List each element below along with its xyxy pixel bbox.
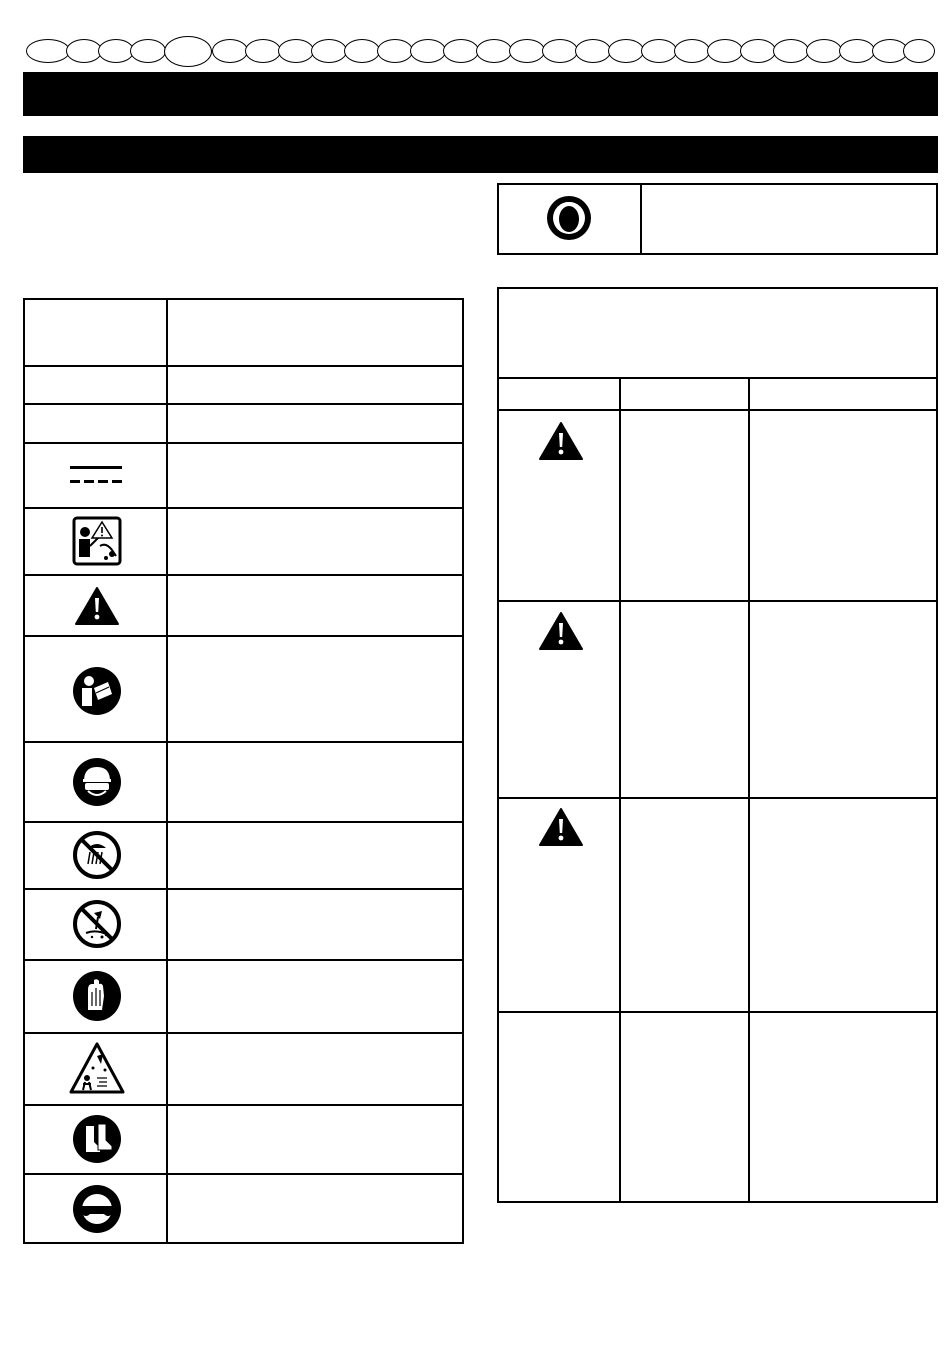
direct-current-icon (60, 455, 132, 495)
language-tab[interactable] (130, 39, 166, 63)
section-title-bar (23, 72, 938, 116)
hearing-protection-icon (545, 194, 593, 242)
warning-triangle-icon (537, 610, 585, 652)
language-tab[interactable] (476, 39, 512, 63)
eye-protection-icon (70, 1182, 124, 1236)
language-tab[interactable] (641, 39, 677, 63)
row-divider (23, 635, 464, 637)
language-tab[interactable] (509, 39, 545, 63)
subsection-title-bar (23, 136, 938, 173)
language-tab[interactable] (311, 39, 347, 63)
row-divider (23, 365, 464, 367)
language-tab[interactable] (740, 39, 776, 63)
language-tab[interactable] (542, 39, 578, 63)
language-tab[interactable] (443, 39, 479, 63)
flying-debris-icon (68, 1040, 126, 1096)
no-thrown-objects-icon (70, 897, 124, 951)
language-tab[interactable] (410, 39, 446, 63)
row-divider (497, 1011, 938, 1013)
language-tab[interactable] (245, 39, 281, 63)
column-divider (619, 377, 621, 1203)
boots-icon (70, 1112, 124, 1166)
header-divider (497, 377, 938, 379)
language-tab[interactable] (575, 39, 611, 63)
row-divider (23, 574, 464, 576)
row-divider (23, 1104, 464, 1106)
column-divider (748, 377, 750, 1203)
language-tab[interactable] (674, 39, 710, 63)
row-divider (23, 1173, 464, 1175)
row-divider (23, 507, 464, 509)
language-tab[interactable] (66, 39, 102, 63)
language-tab[interactable] (98, 39, 134, 63)
bystanders-warning-icon (70, 514, 124, 568)
language-tab[interactable] (377, 39, 413, 63)
language-tab[interactable] (806, 39, 842, 63)
row-divider (23, 442, 464, 444)
warning-triangle-icon (70, 582, 124, 630)
language-tab[interactable] (212, 39, 248, 63)
row-divider (23, 403, 464, 405)
no-rain-icon (70, 828, 124, 882)
language-tab[interactable] (839, 39, 875, 63)
language-tab[interactable] (278, 39, 314, 63)
row-divider (23, 959, 464, 961)
language-tab[interactable] (773, 39, 809, 63)
language-selector (26, 36, 936, 66)
gloves-icon (70, 969, 124, 1023)
row-divider (497, 600, 938, 602)
language-tab[interactable] (26, 39, 70, 63)
head-eye-protection-icon (70, 755, 124, 809)
language-tab[interactable] (707, 39, 743, 63)
row-divider (23, 888, 464, 890)
language-tab[interactable] (903, 39, 935, 63)
language-tab[interactable] (344, 39, 380, 63)
row-divider (23, 1032, 464, 1034)
row-divider (497, 797, 938, 799)
language-tab-active[interactable] (164, 36, 212, 67)
warning-triangle-icon (537, 420, 585, 462)
header-divider (497, 409, 938, 411)
language-tab[interactable] (608, 39, 644, 63)
row-divider (23, 821, 464, 823)
row-divider (23, 741, 464, 743)
warning-triangle-icon (537, 806, 585, 848)
read-manual-icon (70, 664, 124, 718)
table-divider (640, 183, 642, 255)
table-divider (166, 298, 168, 1244)
